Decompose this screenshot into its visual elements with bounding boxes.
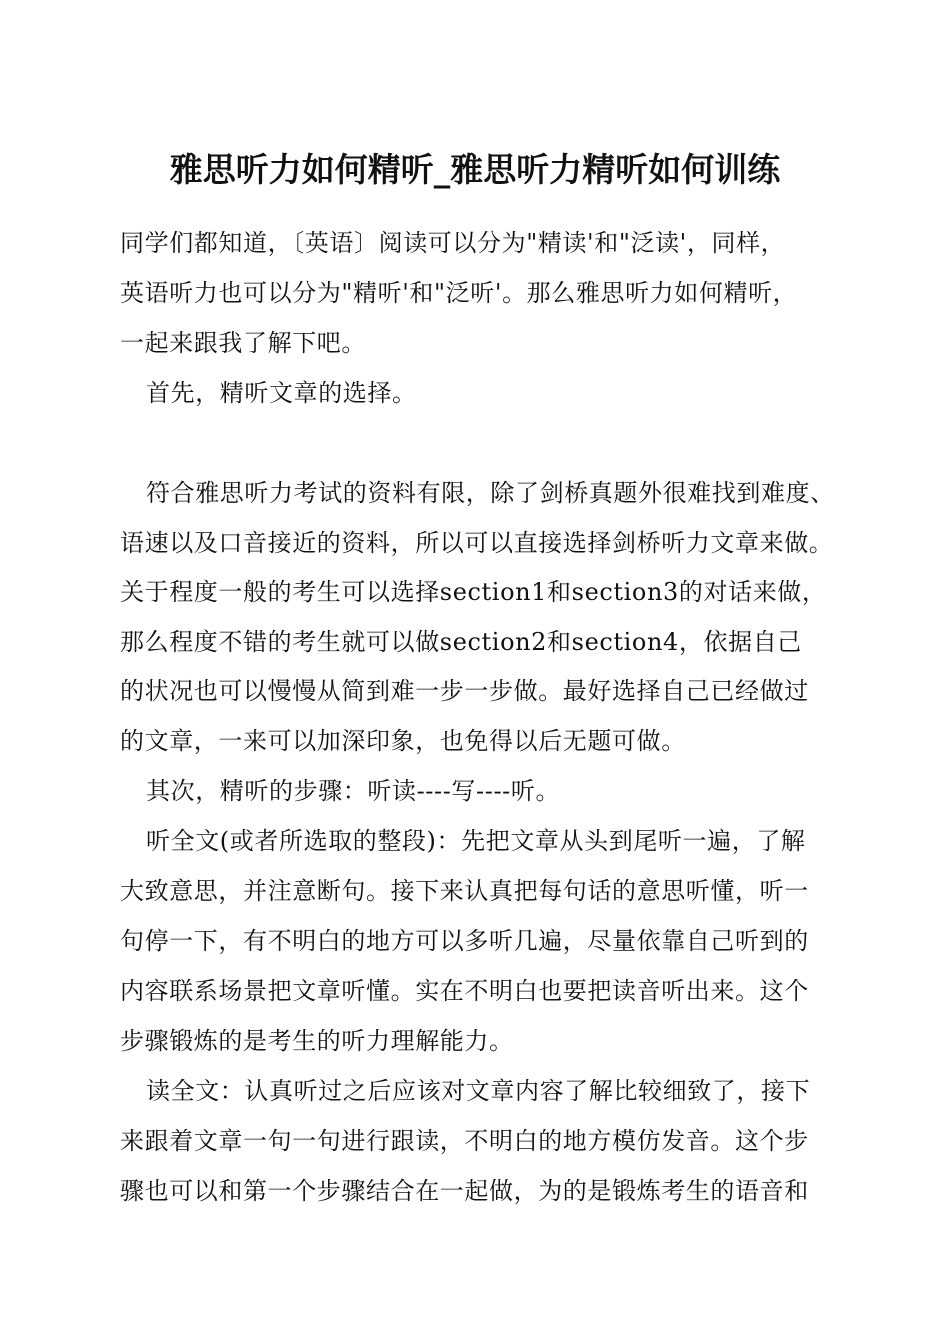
paragraph-line: 读全文：认真听过之后应该对文章内容了解比较细致了，接下 xyxy=(146,1077,811,1105)
paragraph-line: 符合雅思听力考试的资料有限，除了剑桥真题外很难找到难度、 xyxy=(146,479,835,507)
paragraph-line: 来跟着文章一句一句进行跟读，不明白的地方模仿发音。这个步 xyxy=(120,1127,809,1155)
paragraph-line: 同学们都知道，〔英语〕阅读可以分为"精读'和"泛读'，同样， xyxy=(120,229,786,257)
paragraph-line: 那么程度不错的考生就可以做section2和section4，依据自己 xyxy=(120,628,802,656)
paragraph-line: 步骤锻炼的是考生的听力理解能力。 xyxy=(120,1027,514,1055)
paragraph-line: 首先，精听文章的选择。 xyxy=(146,379,417,407)
paragraph-line: 的状况也可以慢慢从简到难一步一步做。最好选择自己已经做过 xyxy=(120,677,809,705)
paragraph-line: 一起来跟我了解下吧。 xyxy=(120,329,366,357)
paragraph-line: 的文章，一来可以加深印象，也免得以后无题可做。 xyxy=(120,727,686,755)
paragraph-line: 语速以及口音接近的资料，所以可以直接选择剑桥听力文章来做。 xyxy=(120,529,834,557)
paragraph-line: 大致意思，并注意断句。接下来认真把每句话的意思听懂，听一 xyxy=(120,877,809,905)
document-title: 雅思听力如何精听_雅思听力精听如何训练 xyxy=(169,150,781,189)
paragraph-line: 句停一下，有不明白的地方可以多听几遍，尽量依靠自己听到的 xyxy=(120,927,809,955)
paragraph-line: 骤也可以和第一个步骤结合在一起做，为的是锻炼考生的语音和 xyxy=(120,1177,809,1205)
paragraph-line: 其次，精听的步骤：听读----写----听。 xyxy=(146,777,561,805)
paragraph-line: 关于程度一般的考生可以选择section1和section3的对话来做， xyxy=(120,578,827,606)
paragraph-line: 内容联系场景把文章听懂。实在不明白也要把读音听出来。这个 xyxy=(120,977,809,1005)
paragraph-line: 听全文(或者所选取的整段)：先把文章从头到尾听一遍，了解 xyxy=(146,827,806,855)
paragraph-line: 英语听力也可以分为"精听'和"泛听'。那么雅思听力如何精听， xyxy=(120,279,798,307)
